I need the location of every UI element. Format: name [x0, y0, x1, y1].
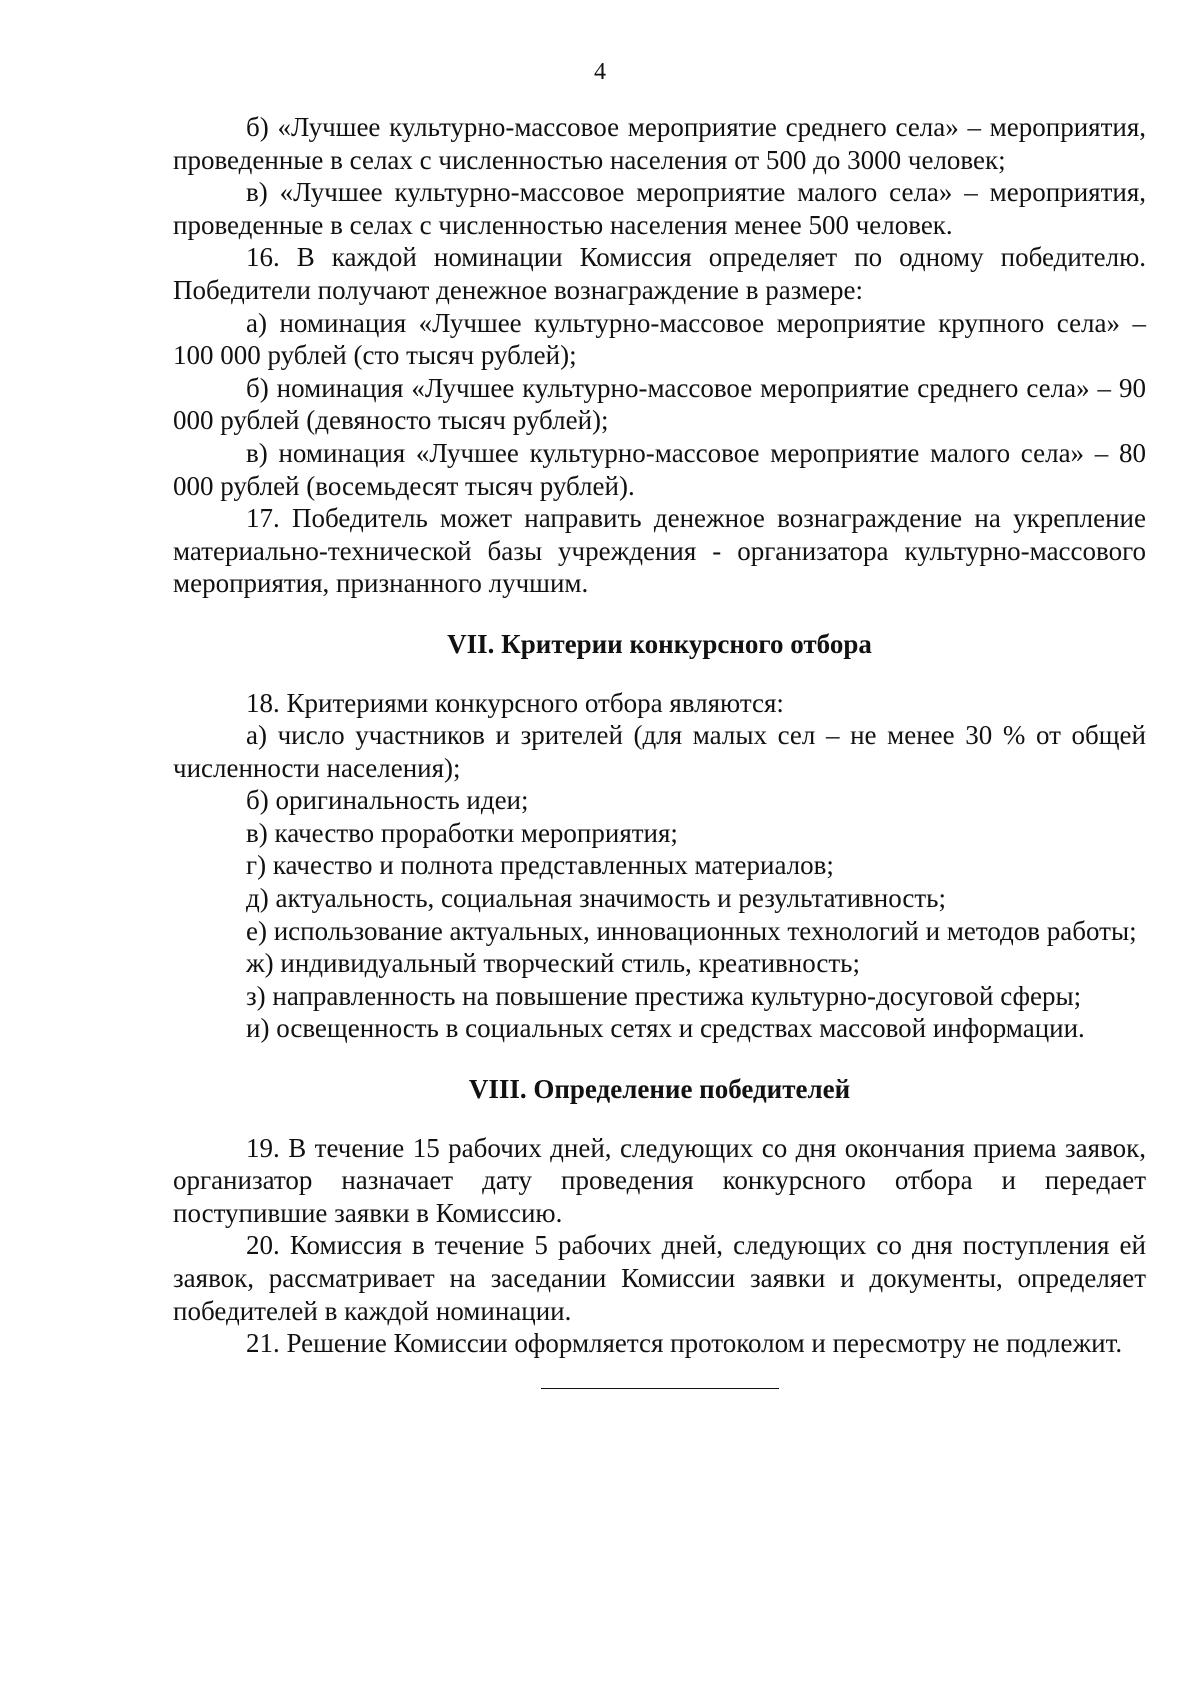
criterion-g: г) качество и полнота представленных материалов; [246, 850, 834, 881]
criterion-d: д) актуальность, социальная значимость и результативность; [246, 883, 946, 914]
paragraph-19: 19. В течение 15 рабочих дней, следующих со дня окончания приема заявок, организатор назначает дату проведения конкурсного отбора и передает поступившие заявки в Комиссию. [173, 1132, 1146, 1228]
criterion-b: б) оригинальность идеи; [246, 785, 529, 816]
criterion-v: в) качество проработки мероприятия; [246, 817, 678, 848]
paragraph-16: 16. В каждой номинации Комиссия определяет по одному победителю. Победители получают денежное вознаграждение в размере: [173, 242, 1146, 305]
spacer [173, 1106, 1146, 1132]
closing-divider-line [541, 1388, 779, 1389]
paragraph-prize-b: б) номинация «Лучшее культурно-массовое мероприятие среднего села» – 90 000 рублей (девяносто тысяч рублей); [173, 372, 1146, 436]
paragraph-20: 20. Комиссия в течение 5 рабочих дней, следующих со дня поступления ей заявок, рассматривает на заседании Комиссии заявки и документы, определяет победителей в каждой номинации. [173, 1230, 1146, 1326]
criterion-z: з) направленность на повышение престижа культурно-досуговой сферы; [246, 980, 1082, 1011]
paragraph-18: 18. Критериями конкурсного отбора являются: [246, 687, 784, 718]
spacer [173, 661, 1146, 687]
spacer [173, 600, 1146, 628]
paragraph-21: 21. Решение Комиссии оформляется протоколом и пересмотру не подлежит. [246, 1328, 1123, 1359]
criterion-a: а) число участников и зрителей (для малых сел – не менее 30 % от общей численности населения); [173, 720, 1146, 783]
paragraph-nomination-v: в) «Лучшее культурно-массовое мероприятие малого села» – мероприятия, проведенные в селах с численностью населения менее 500 человек. [173, 177, 1146, 240]
criterion-e: е) использование актуальных, инновационных технологий и методов работы; [246, 915, 1137, 946]
section-heading-viii: VIII. Определение победителей [468, 1074, 851, 1105]
criterion-i: и) освещенность в социальных сетях и средствах массовой информации. [246, 1013, 1085, 1044]
document-body [173, 111, 1146, 1389]
paragraph-prize-a: а) номинация «Лучшее культурно-массовое мероприятие крупного села» – 100 000 рублей (сто тысяч рублей); [173, 307, 1146, 371]
criterion-zh: ж) индивидуальный творческий стиль, креативность; [246, 948, 860, 979]
paragraph-17: 17. Победитель может направить денежное вознаграждение на укрепление материально-технической базы учреждения - организатора культурно-массового мероприятия, признанного лучшим. [173, 503, 1146, 599]
spacer [173, 1045, 1146, 1073]
paragraph-prize-v: в) номинация «Лучшее культурно-массовое мероприятие малого села» – 80 000 рублей (восемьдесят тысяч рублей). [173, 437, 1146, 501]
section-heading-vii: VII. Критерии конкурсного отбора [447, 628, 872, 659]
paragraph-nomination-b: б) «Лучшее культурно-массовое мероприятие среднего села» – мероприятия, проведенные в селах с численностью населения от 500 до 3000 человек; [173, 112, 1146, 175]
page-number: 4 [594, 59, 606, 85]
